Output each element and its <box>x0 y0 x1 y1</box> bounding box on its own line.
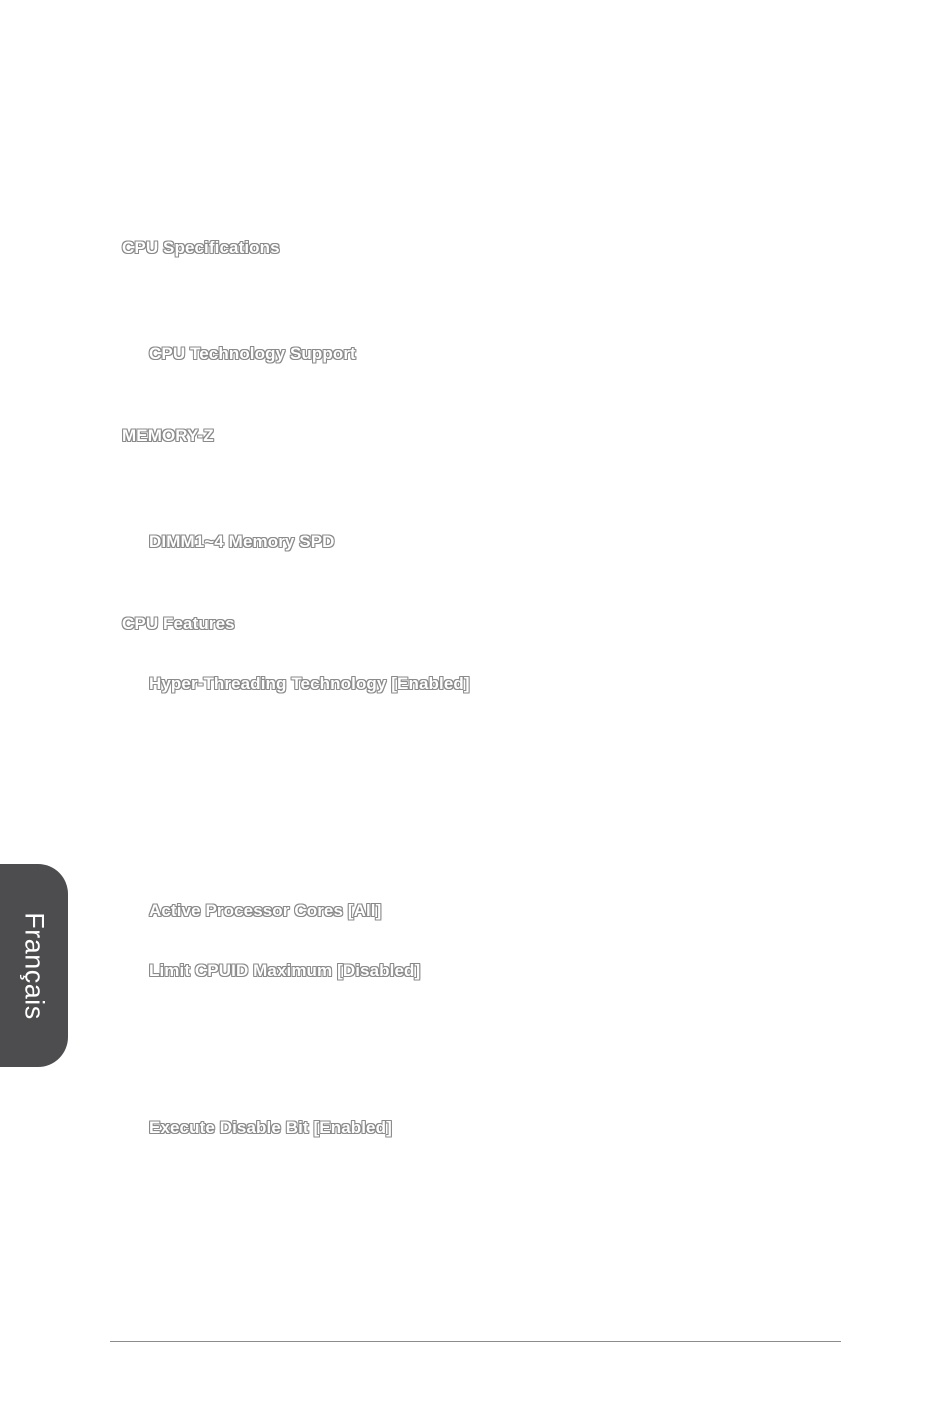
language-tab-label: Français <box>19 912 50 1020</box>
item-active-processor-cores: Active Processor Cores [All] <box>149 901 382 920</box>
item-hyper-threading-technology: Hyper-Threading Technology [Enabled] <box>149 674 470 693</box>
footer-divider <box>110 1341 841 1342</box>
language-side-tab <box>0 864 68 1067</box>
section-heading-cpu-features: CPU Features <box>122 614 235 633</box>
item-cpu-technology-support: CPU Technology Support <box>149 344 356 363</box>
section-heading-cpu-specifications: CPU Specifications <box>122 238 280 257</box>
item-dimm-memory-spd: DIMM1~4 Memory SPD <box>149 532 335 551</box>
item-limit-cpuid-maximum: Limit CPUID Maximum [Disabled] <box>149 961 421 980</box>
section-heading-memory-z: MEMORY-Z <box>122 426 214 445</box>
item-execute-disable-bit: Execute Disable Bit [Enabled] <box>149 1118 392 1137</box>
